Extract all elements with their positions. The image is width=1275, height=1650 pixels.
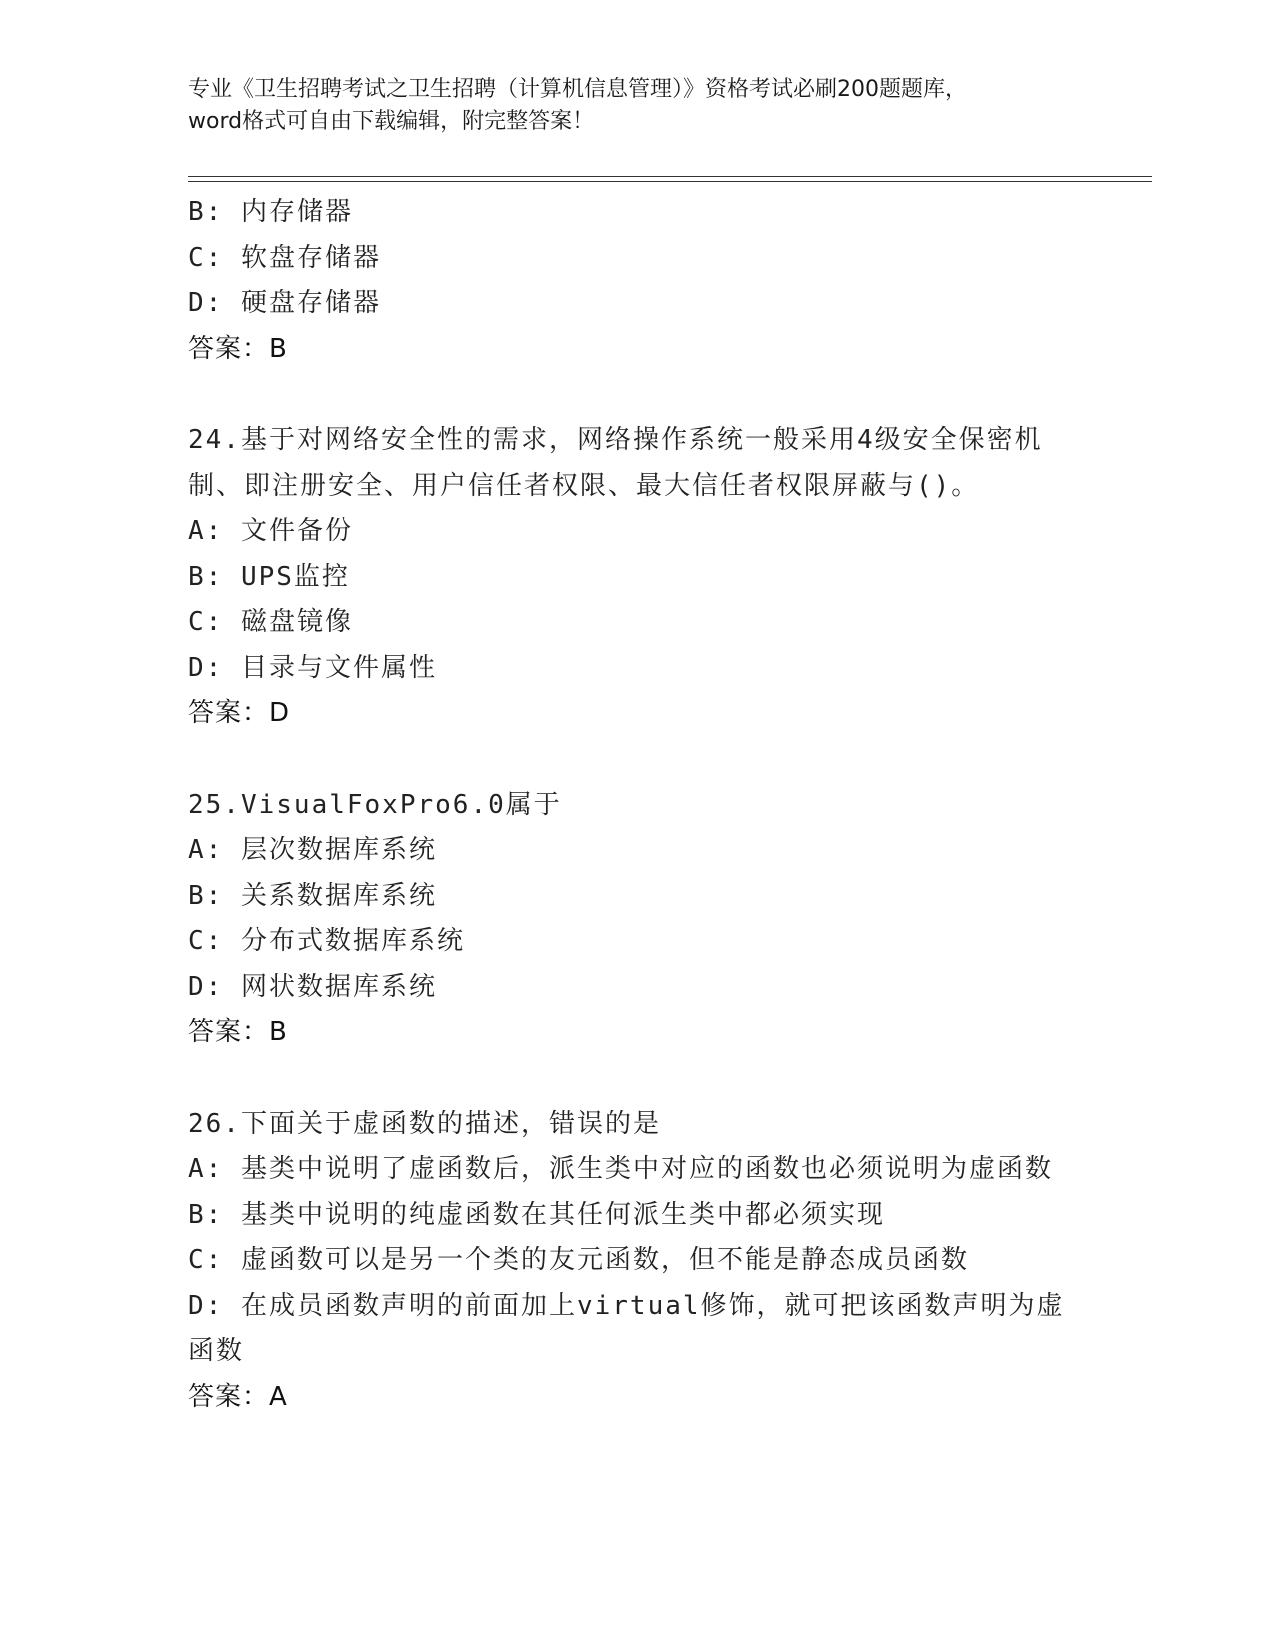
answer-line: 答案：B <box>188 1017 288 1047</box>
option-a: A: 层次数据库系统 <box>188 835 437 865</box>
spacer <box>188 737 1108 783</box>
option-d: D: 硬盘存储器 <box>188 288 381 318</box>
option-d: D: 目录与文件属性 <box>188 652 437 683</box>
question-24 <box>188 418 1108 737</box>
option-b: B: 基类中说明的纯虚函数在其任何派生类中都必须实现 <box>188 1199 885 1230</box>
question-23-continuation <box>188 190 1108 372</box>
option-b: B: 内存储器 <box>188 197 353 227</box>
header-divider <box>188 176 1152 182</box>
answer-line: 答案：D <box>188 698 291 728</box>
question-stem-continued: 制、即注册安全、用户信任者权限、最大信任者权限屏蔽与()。 <box>188 470 980 501</box>
header-title-line-1: 专业《卫生招聘考试之卫生招聘（计算机信息管理）》资格考试必刷200题题库， <box>188 77 967 102</box>
option-d-continued: 函数 <box>188 1336 245 1366</box>
option-b: B: 关系数据库系统 <box>188 880 437 911</box>
answer-line: 答案：B <box>188 333 288 364</box>
option-c: C: 软盘存储器 <box>188 242 381 273</box>
option-c: C: 虚函数可以是另一个类的友元函数，但不能是静态成员函数 <box>188 1245 969 1275</box>
question-stem: 24.基于对网络安全性的需求，网络操作系统一般采用4级安全保密机 <box>188 425 1043 455</box>
question-stem: 25.VisualFoxPro6.0属于 <box>188 789 562 820</box>
option-c: C: 磁盘镜像 <box>188 607 353 637</box>
header-title-line-2: word格式可自由下载编辑，附完整答案！ <box>188 109 595 134</box>
option-c: C: 分布式数据库系统 <box>188 926 465 956</box>
question-content <box>188 190 1108 1420</box>
question-26 <box>188 1102 1108 1421</box>
option-b: B: UPS监控 <box>188 561 350 592</box>
question-25 <box>188 783 1108 1056</box>
document-header <box>188 74 1088 138</box>
option-a: A: 文件备份 <box>188 516 353 546</box>
question-stem: 26.下面关于虚函数的描述，错误的是 <box>188 1108 661 1139</box>
spacer <box>188 372 1108 418</box>
answer-line: 答案：A <box>188 1381 288 1412</box>
option-d: D: 在成员函数声明的前面加上virtual修饰，就可把该函数声明为虚 <box>188 1290 1065 1321</box>
option-a: A: 基类中说明了虚函数后，派生类中对应的函数也必须说明为虚函数 <box>188 1154 1053 1184</box>
option-d: D: 网状数据库系统 <box>188 971 437 1002</box>
spacer <box>188 1056 1108 1102</box>
